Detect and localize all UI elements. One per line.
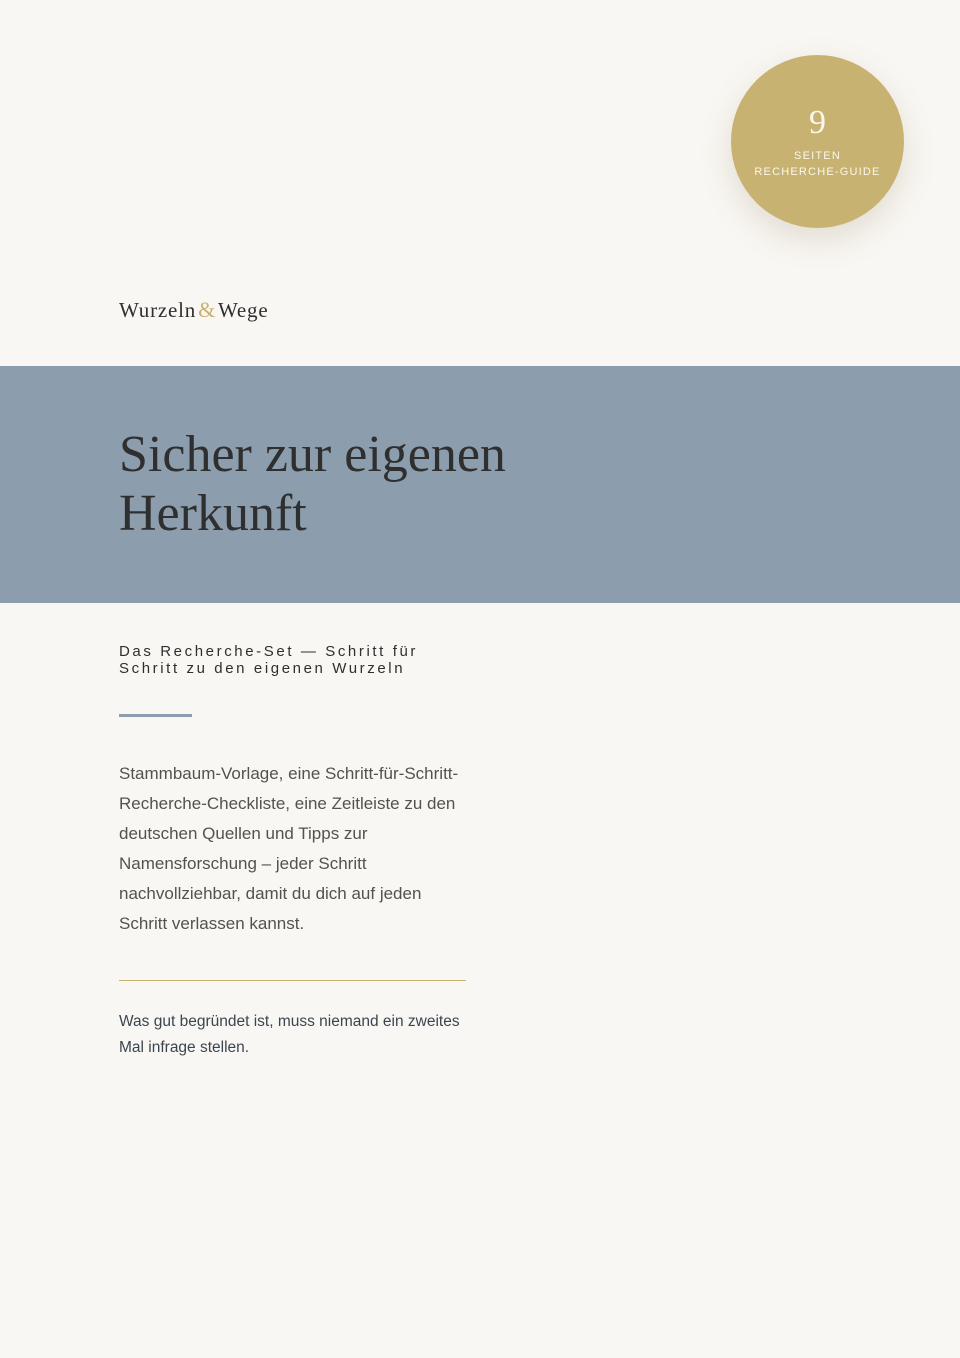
subtitle <box>119 643 479 677</box>
logo-word-wurzeln: Wurzeln <box>119 297 197 322</box>
description-paragraph <box>119 759 479 939</box>
quote-line: Mal infrage stellen. <box>119 1039 250 1056</box>
gold-divider <box>119 980 466 981</box>
accent-divider <box>119 714 192 717</box>
quote-line: Was gut begründet ist, muss niemand ein zweites <box>119 1013 460 1030</box>
page-count-badge <box>731 55 904 228</box>
subtitle-line-2: Schritt zu den eigenen Wurzeln <box>119 660 406 677</box>
title-line-1: Sicher zur eigenen <box>119 426 506 483</box>
logo-ampersand: & <box>198 297 216 322</box>
badge-label-pages: SEITEN <box>794 150 841 162</box>
logo-word-wege: Wege <box>217 297 269 322</box>
quote <box>119 1009 479 1061</box>
page-title <box>119 425 506 543</box>
badge-number: 9 <box>809 104 826 141</box>
title-line-2: Herkunft <box>119 485 307 542</box>
title-band <box>0 366 960 603</box>
description-line: deutschen Quellen und Tipps zur <box>119 824 368 843</box>
subtitle-line-1: Das Recherche-Set — Schritt für <box>119 643 419 660</box>
description-line: Namensforschung – jeder Schritt <box>119 854 367 873</box>
description-line: Schritt verlassen kannst. <box>119 914 305 933</box>
description-line: Stammbaum-Vorlage, eine Schritt-für-Schritt- <box>119 764 459 783</box>
brand-logo <box>119 295 268 325</box>
description-line: nachvollziehbar, damit du dich auf jeden <box>119 884 422 903</box>
description-line: Recherche-Checkliste, eine Zeitleiste zu den <box>119 794 456 813</box>
badge-label-guide: RECHERCHE-GUIDE <box>754 166 881 178</box>
